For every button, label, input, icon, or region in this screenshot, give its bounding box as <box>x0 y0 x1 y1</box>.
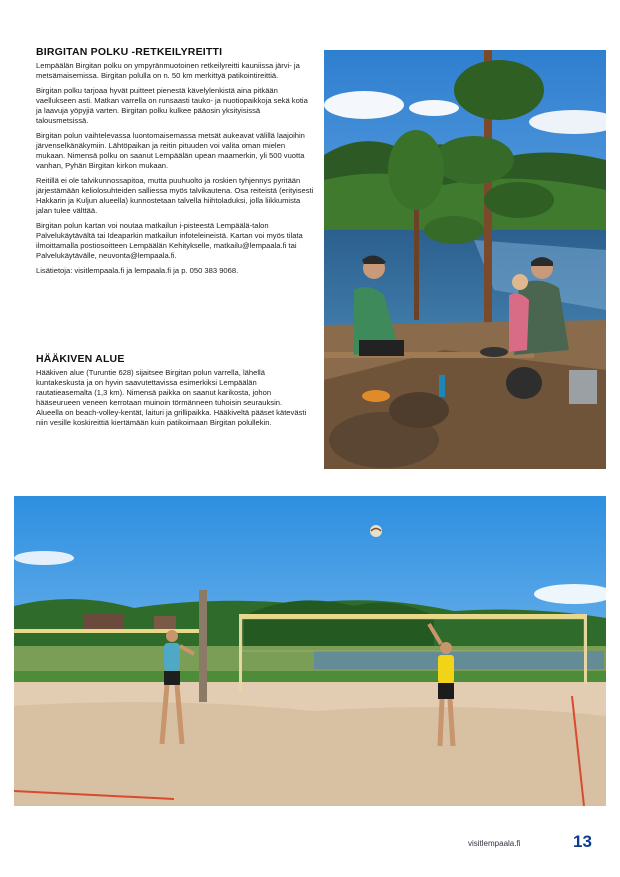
page-number: 13 <box>573 832 592 851</box>
birgitta-heading: BIRGITAN POLKU -RETKEILYREITTI <box>36 46 223 58</box>
lakeside-campfire-photo <box>324 50 606 469</box>
footer-url[interactable]: visitlempaala.fi <box>468 839 521 848</box>
haakivi-section <box>36 353 314 433</box>
beach-volleyball-photo <box>14 496 606 806</box>
birgitta-paragraph: Birgitan polku tarjoaa hyvät puitteet pienestä kävelylenkistä aina pitkään vaellukseen asti. Matkan varrella on runsaasti tauko- ja nuotiopaikkoja sekä kotia ja laavuja yöpyjiä varten. Birgitan polku kulkee pääosin yksityisissä talousmetsissä. <box>36 86 308 125</box>
birgitta-paragraph: Reitillä ei ole talvikunnossapitoa, mutta puuhuolto ja roskien tyhjennys pyritään järjestämään keliolosuhteiden salliessa myös talvikautena. Osa reiteistä (erityisesti Hakkarin ja Kuljun alueella) kunnostetaan talvella hiihtoladuksi, jolla liikkumista jalan tulee välttää. <box>36 176 314 215</box>
birgitta-paragraph: Birgitan polun vaihtelevassa luontomaisemassa metsät aukeavat välillä laajoihin järvenselkänäkymiin. Lähtöpaikan ja reitin pituuden voi valita oman mielen mukaan. Nimensä polku on saanut Lempäälän upean maamerkin, yli 500 vuotta vanhan, Pyhän Birgitan kirkon mukaan. <box>36 131 305 170</box>
birgitta-info-line: Lisätietoja: visitlempaala.fi ja lempaala.fi ja p. 050 383 9068. <box>36 266 239 275</box>
birgitta-paragraph: Lempäälän Birgitan polku on ympyränmuotoinen retkeilyreitti kauniissa järvi- ja metsämaisemissa. Birgitan polulla on n. 50 km merkittyä patikointireittiä. <box>36 61 300 80</box>
birgitta-paragraph: Birgitan polun kartan voi noutaa matkailun i-pisteestä Lempäälä-talon Palvelukäytävältä tai Ideaparkin matkailun infoteleineistä. Kartan voi myös tilata ilmoittamalla postiosoitteen Lempäälän Kehitykselle, matkailu@lempaala.fi tai Palvelukäytävälle, neuvonta@lempaala.fi. <box>36 221 303 260</box>
birgitta-section <box>36 46 314 281</box>
haakivi-paragraph: Hääkiven alue (Turuntie 628) sijaitsee Birgitan polun varrella, lähellä kuntakeskusta ja on hyvin saavutettavissa esimerkiksi Lempäälän rautatieasemalta (1,3 km). Nimensä paikka on saanut karikosta, johon hääseurueen veneen kerrotaan muinoin törmänneen tuhoisin seurauksin. Alueella on beach-volley-kentät, laituri ja grillipaikka. Hääkiveltä pääset kätevästi niin vesille koskireittiä kiertämään kuin patikoimaan Birgitan polullekin. <box>36 368 307 427</box>
haakivi-heading: HÄÄKIVEN ALUE <box>36 353 125 365</box>
